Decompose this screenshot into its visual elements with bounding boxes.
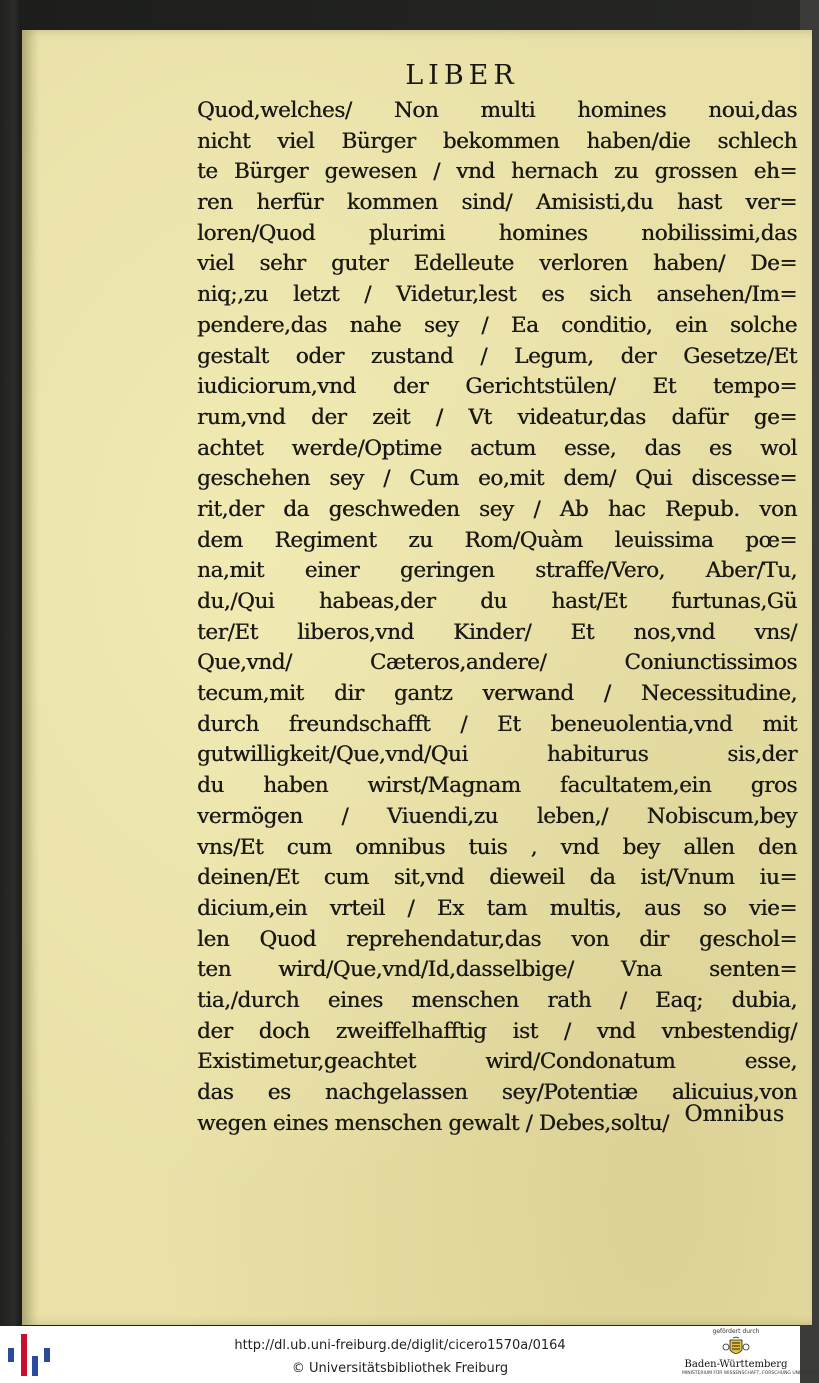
sponsor-label: gefördert durch <box>712 1328 760 1335</box>
text-line: du,/Qui habeas,der du hast/Et furtunas,Gü <box>197 589 797 614</box>
text-line: geschehen sey / Cum eo,mit dem/ Qui discesse= <box>197 466 797 492</box>
book-page <box>22 30 812 1325</box>
text-line: Quod,welches/ Non multi homines noui,das <box>197 98 797 123</box>
text-line: ter/Et liberos,vnd Kinder/ Et nos,vnd vns/ <box>197 619 797 645</box>
viewer-footer <box>0 1326 819 1383</box>
text-line: Que,vnd/ Cæteros,andere/ Coniunctissimos <box>197 650 797 676</box>
text-line: nicht viel Bürger bekommen haben/die schlech <box>197 128 797 154</box>
sponsor-name: Baden-Württemberg <box>684 1359 788 1370</box>
text-line: rit,der da geschweden sey / Ab hac Repub. von <box>197 496 797 522</box>
text-line: deinen/Et cum sit,vnd dieweil da ist/Vnum iu= <box>197 865 797 891</box>
text-line: Existimetur,geachtet wird/Condonatum esse, <box>197 1049 797 1075</box>
text-line: na,mit einer geringen straffe/Vero, Aber/Tu, <box>197 558 797 584</box>
text-line: gutwilligkeit/Que,vnd/Qui habiturus sis,der <box>197 742 797 768</box>
text-line: ten wird/Que,vnd/Id,dasselbige/ Vna senten= <box>197 957 797 983</box>
sponsor-block <box>682 1328 819 1381</box>
text-line: dem Regiment zu Rom/Quàm leuissima pœ= <box>197 527 797 553</box>
text-line: wegen eines menschen gewalt / Debes,soltu/ <box>197 1110 669 1136</box>
text-line: niq;,zu letzt / Videtur,lest es sich ansehen/Im= <box>197 282 797 308</box>
text-line: loren/Quod plurimi homines nobilissimi,das <box>197 220 797 246</box>
text-line: durch freundschafft / Et beneuolentia,vnd mit <box>197 711 797 737</box>
text-line: te Bürger gewesen / vnd hernach zu grossen eh= <box>197 159 797 185</box>
text-line: vns/Et cum omnibus tuis , vnd bey allen den <box>197 834 797 860</box>
text-line: viel sehr guter Edelleute verloren haben/ De= <box>197 251 797 277</box>
text-line: tecum,mit dir gantz verwand / Necessitudine, <box>197 681 797 707</box>
text-line: pendere,das nahe sey / Ea conditio, ein solche <box>197 312 797 338</box>
sponsor-ministry: MINISTERIUM FÜR WISSENSCHAFT, FORSCHUNG UND KUNST <box>682 1371 819 1376</box>
text-line: du haben wirst/Magnam facultatem,ein gros <box>197 773 797 799</box>
running-head: LIBER <box>405 60 519 91</box>
text-line: gestalt oder zustand / Legum, der Gesetze/Et <box>197 343 797 369</box>
text-line: vermögen / Viuendi,zu leben,/ Nobiscum,bey <box>197 803 797 829</box>
text-line: iudiciorum,vnd der Gerichtstülen/ Et tempo= <box>197 374 797 400</box>
text-line: tia,/durch eines menschen rath / Eaq; dubia, <box>197 987 797 1013</box>
text-line: der doch zweiffelhafftig ist / vnd vnbestendig/ <box>197 1018 797 1044</box>
permalink-url[interactable]: http://dl.ub.uni-freiburg.de/diglit/cicero1570a/0164 <box>234 1338 566 1353</box>
text-line: achtet werde/Optime actum esse, das es wol <box>197 435 797 461</box>
text-line: len Quod reprehendatur,das von dir geschol= <box>197 926 797 952</box>
text-line: ren herfür kommen sind/ Amisisti,du hast ver= <box>197 190 797 216</box>
copyright-notice: © Universitätsbibliothek Freiburg <box>291 1361 509 1376</box>
text-line: dicium,ein vrteil / Ex tam multis, aus so vie= <box>197 895 797 921</box>
text-line: rum,vnd der zeit / Vt videatur,das dafür ge= <box>197 404 797 430</box>
text-line: das es nachgelassen sey/Potentiæ alicuius,von <box>197 1080 797 1105</box>
baden-wuerttemberg-crest-icon <box>721 1337 751 1359</box>
text-block <box>197 96 797 1139</box>
catchword: Omnibus <box>684 1102 784 1127</box>
